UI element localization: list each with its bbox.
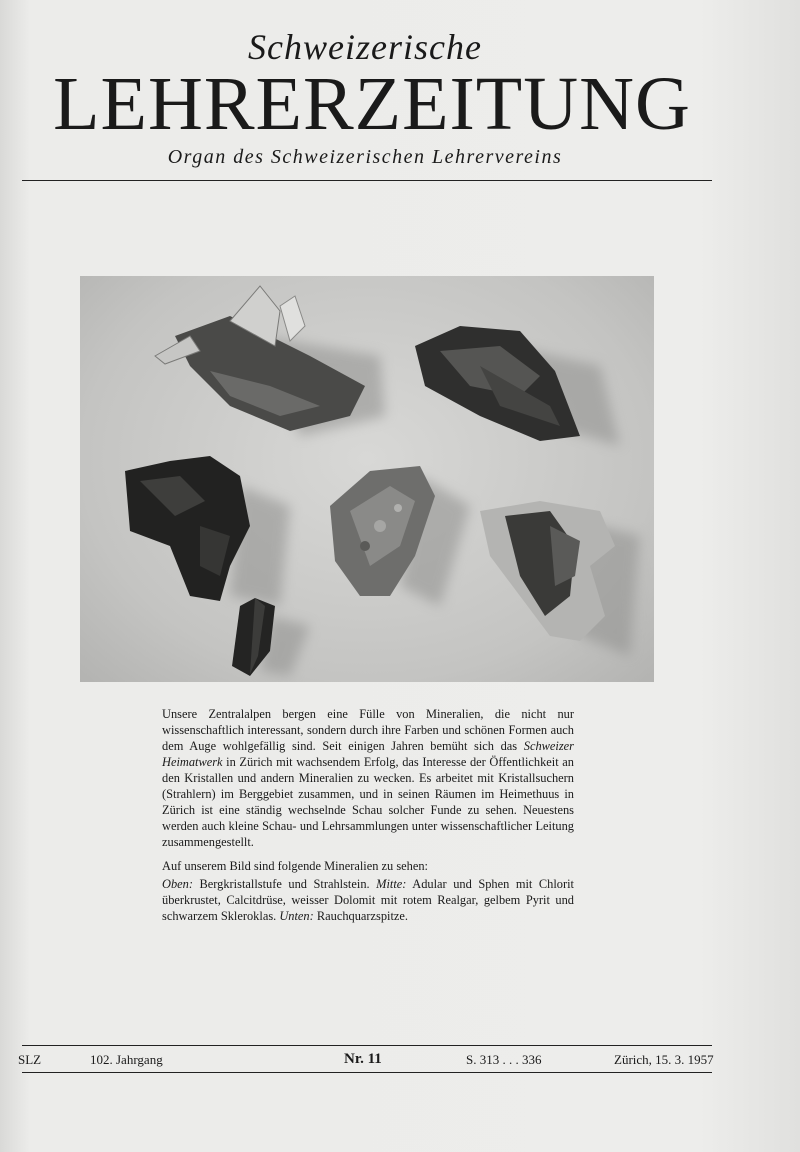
footer-abbreviation: SLZ: [18, 1052, 42, 1067]
masthead-title: LEHRERZEITUNG: [53, 62, 691, 146]
issue-footer: [18, 1051, 714, 1068]
caption-paragraph-intro: Unsere Zentralalpen bergen eine Fülle von Mineralien, die nicht nur wissenschaftlich interessant, sondern durch ihre Farben und schönen Formen auch dem Auge wohlgefällig sind. Seit einigen Jahren bemüht sich das Schweizer Heimatwerk in Zürich mit wachsendem Erfolg, das Interesse der Öffentlichkeit an den Kristallen und andern Mineralien zu wecken. Es arbeitet mit Kristallsuchern (Strahlern) im Berggebiet zusammen, und in seinen Räumen im Heimethuus in Zürich ist eine ständig wechselnde Schau solcher Funde zu sehen. Neuestens werden auch kleine Schau- und Lehrsammlungen unter wissenschaftlicher Leitung zusammengestellt.: [162, 707, 574, 849]
adularia-specimen: [125, 456, 250, 601]
footer-place-date: Zürich, 15. 3. 1957: [614, 1052, 714, 1067]
footer-rule-bottom: [22, 1072, 712, 1073]
masthead-subtitle: Organ des Schweizerischen Lehrervereins: [167, 146, 563, 168]
caption-paragraph-list: Oben: Bergkristallstufe und Strahlstein. Mitte: Adular und Sphen mit Chlorit überkrustet, Calcitdrüse, weisser Dolomit mit rotem Realgar, gelbem Pyrit und schwarzem Skleroklas. Unten: Rauchquarzspitze.: [162, 877, 574, 923]
masthead-kicker: Schweizerische: [248, 27, 482, 67]
actinolite-specimen: [415, 326, 580, 441]
header-rule: [22, 180, 712, 181]
photo-caption: [162, 706, 574, 932]
footer-issue-number: Nr. 11: [344, 1051, 382, 1067]
footer-rule-top: [22, 1045, 712, 1046]
footer-volume: 102. Jahrgang: [90, 1052, 163, 1067]
footer-pages: S. 313 . . . 336: [466, 1052, 542, 1067]
minerals-illustration: [80, 276, 654, 682]
minerals-photo: [80, 276, 654, 682]
caption-paragraph-lead: Auf unserem Bild sind folgende Mineralien zu sehen:: [162, 859, 428, 873]
